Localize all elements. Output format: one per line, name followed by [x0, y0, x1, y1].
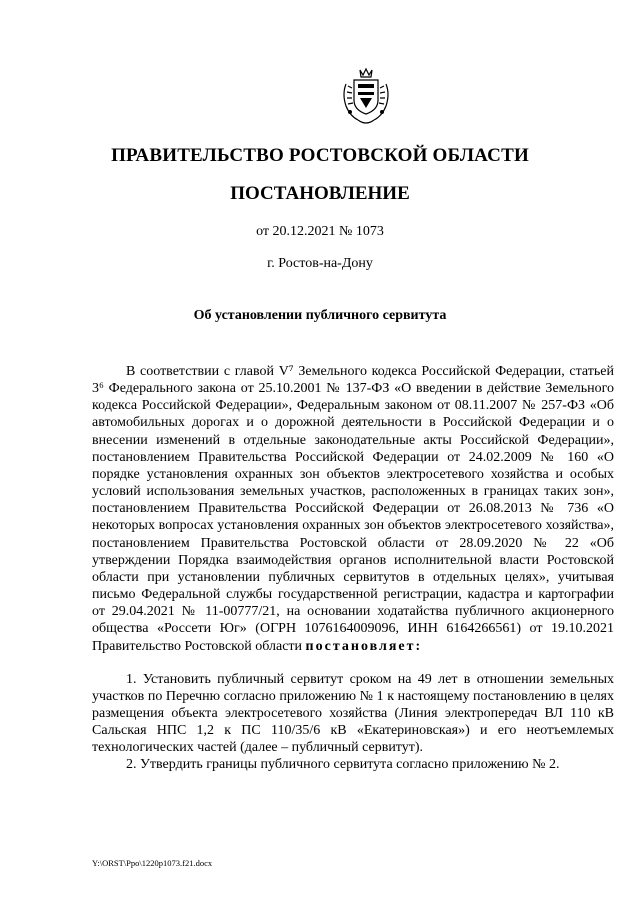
decree-word: постановляет:	[305, 638, 423, 654]
date-number-line: от 20.12.2021 № 1073	[256, 224, 384, 239]
item-1-paragraph: 1. Установить публичный сервитут сроком на 49 лет в отношении земельных участков по Перечню согласно приложению № 1 к настоящему постановлению в целях размещения объекта электросетевого хозяйства (Линия электропередач ВЛ 110 кВ Сальская НПС 1,2 к ПС 110/35/6 кВ «Екатериновская») и его неотъемлемых технологических частей (далее – публичный сервитут).	[92, 671, 614, 756]
government-title: ПРАВИТЕЛЬСТВО РОСТОВСКОЙ ОБЛАСТИ	[111, 145, 529, 166]
preamble-text: В соответствии с главой V⁷ Земельного кодекса Российской Федерации, статьей 3⁶ Федерального закона от 25.10.2001 № 137-ФЗ «О введении в действие Земельного кодекса Российской Федерации», Федеральным законом от 08.11.2007 № 257-ФЗ «Об автомобильных дорогах и о дорожной деятельности в Российской Федерации и о внесении изменений в отдельные законодательные акты Российской Федерации», постановлением Правительства Российской Федерации от 24.02.2009 № 160 «О порядке установления охранных зон объектов электросетевого хозяйства и особых условий использования земельных участков, расположенных в границах таких зон», постановлением Правительства Российской Федерации от 26.08.2013 № 736 «О некоторых вопросах установления охранных зон объектов электросетевого хозяйства», постановлением Правительства Ростовской области от 28.09.2020 № 22 «Об утверждении Порядка взаимодействия органов исполнительной власти Ростовской области при установлении публичных сервитутов в отдельных целях», учитывая письмо Федеральной службы государственной регистрации, кадастра и картографии от 29.04.2021 № 11-00777/21, на основании ходатайства публичного акционерного общества «Россети Юг» (ОГРН 1076164009096, ИНН 6164266561) от 19.10.2021 Правительство Ростовской области	[92, 364, 614, 654]
document-type: ПОСТАНОВЛЕНИЕ	[230, 183, 410, 204]
coat-of-arms-icon	[338, 66, 394, 128]
file-path-footer: Y:\ORST\Ppo\1220p1073.f21.docx	[92, 858, 213, 868]
document-body	[92, 363, 614, 774]
document-subject: Об установлении публичного сервитута	[193, 308, 447, 323]
city-line: г. Ростов-на-Дону	[267, 256, 373, 271]
item-2-paragraph: 2. Утвердить границы публичного сервитута согласно приложению № 2.	[126, 757, 560, 773]
preamble-paragraph	[92, 363, 614, 655]
